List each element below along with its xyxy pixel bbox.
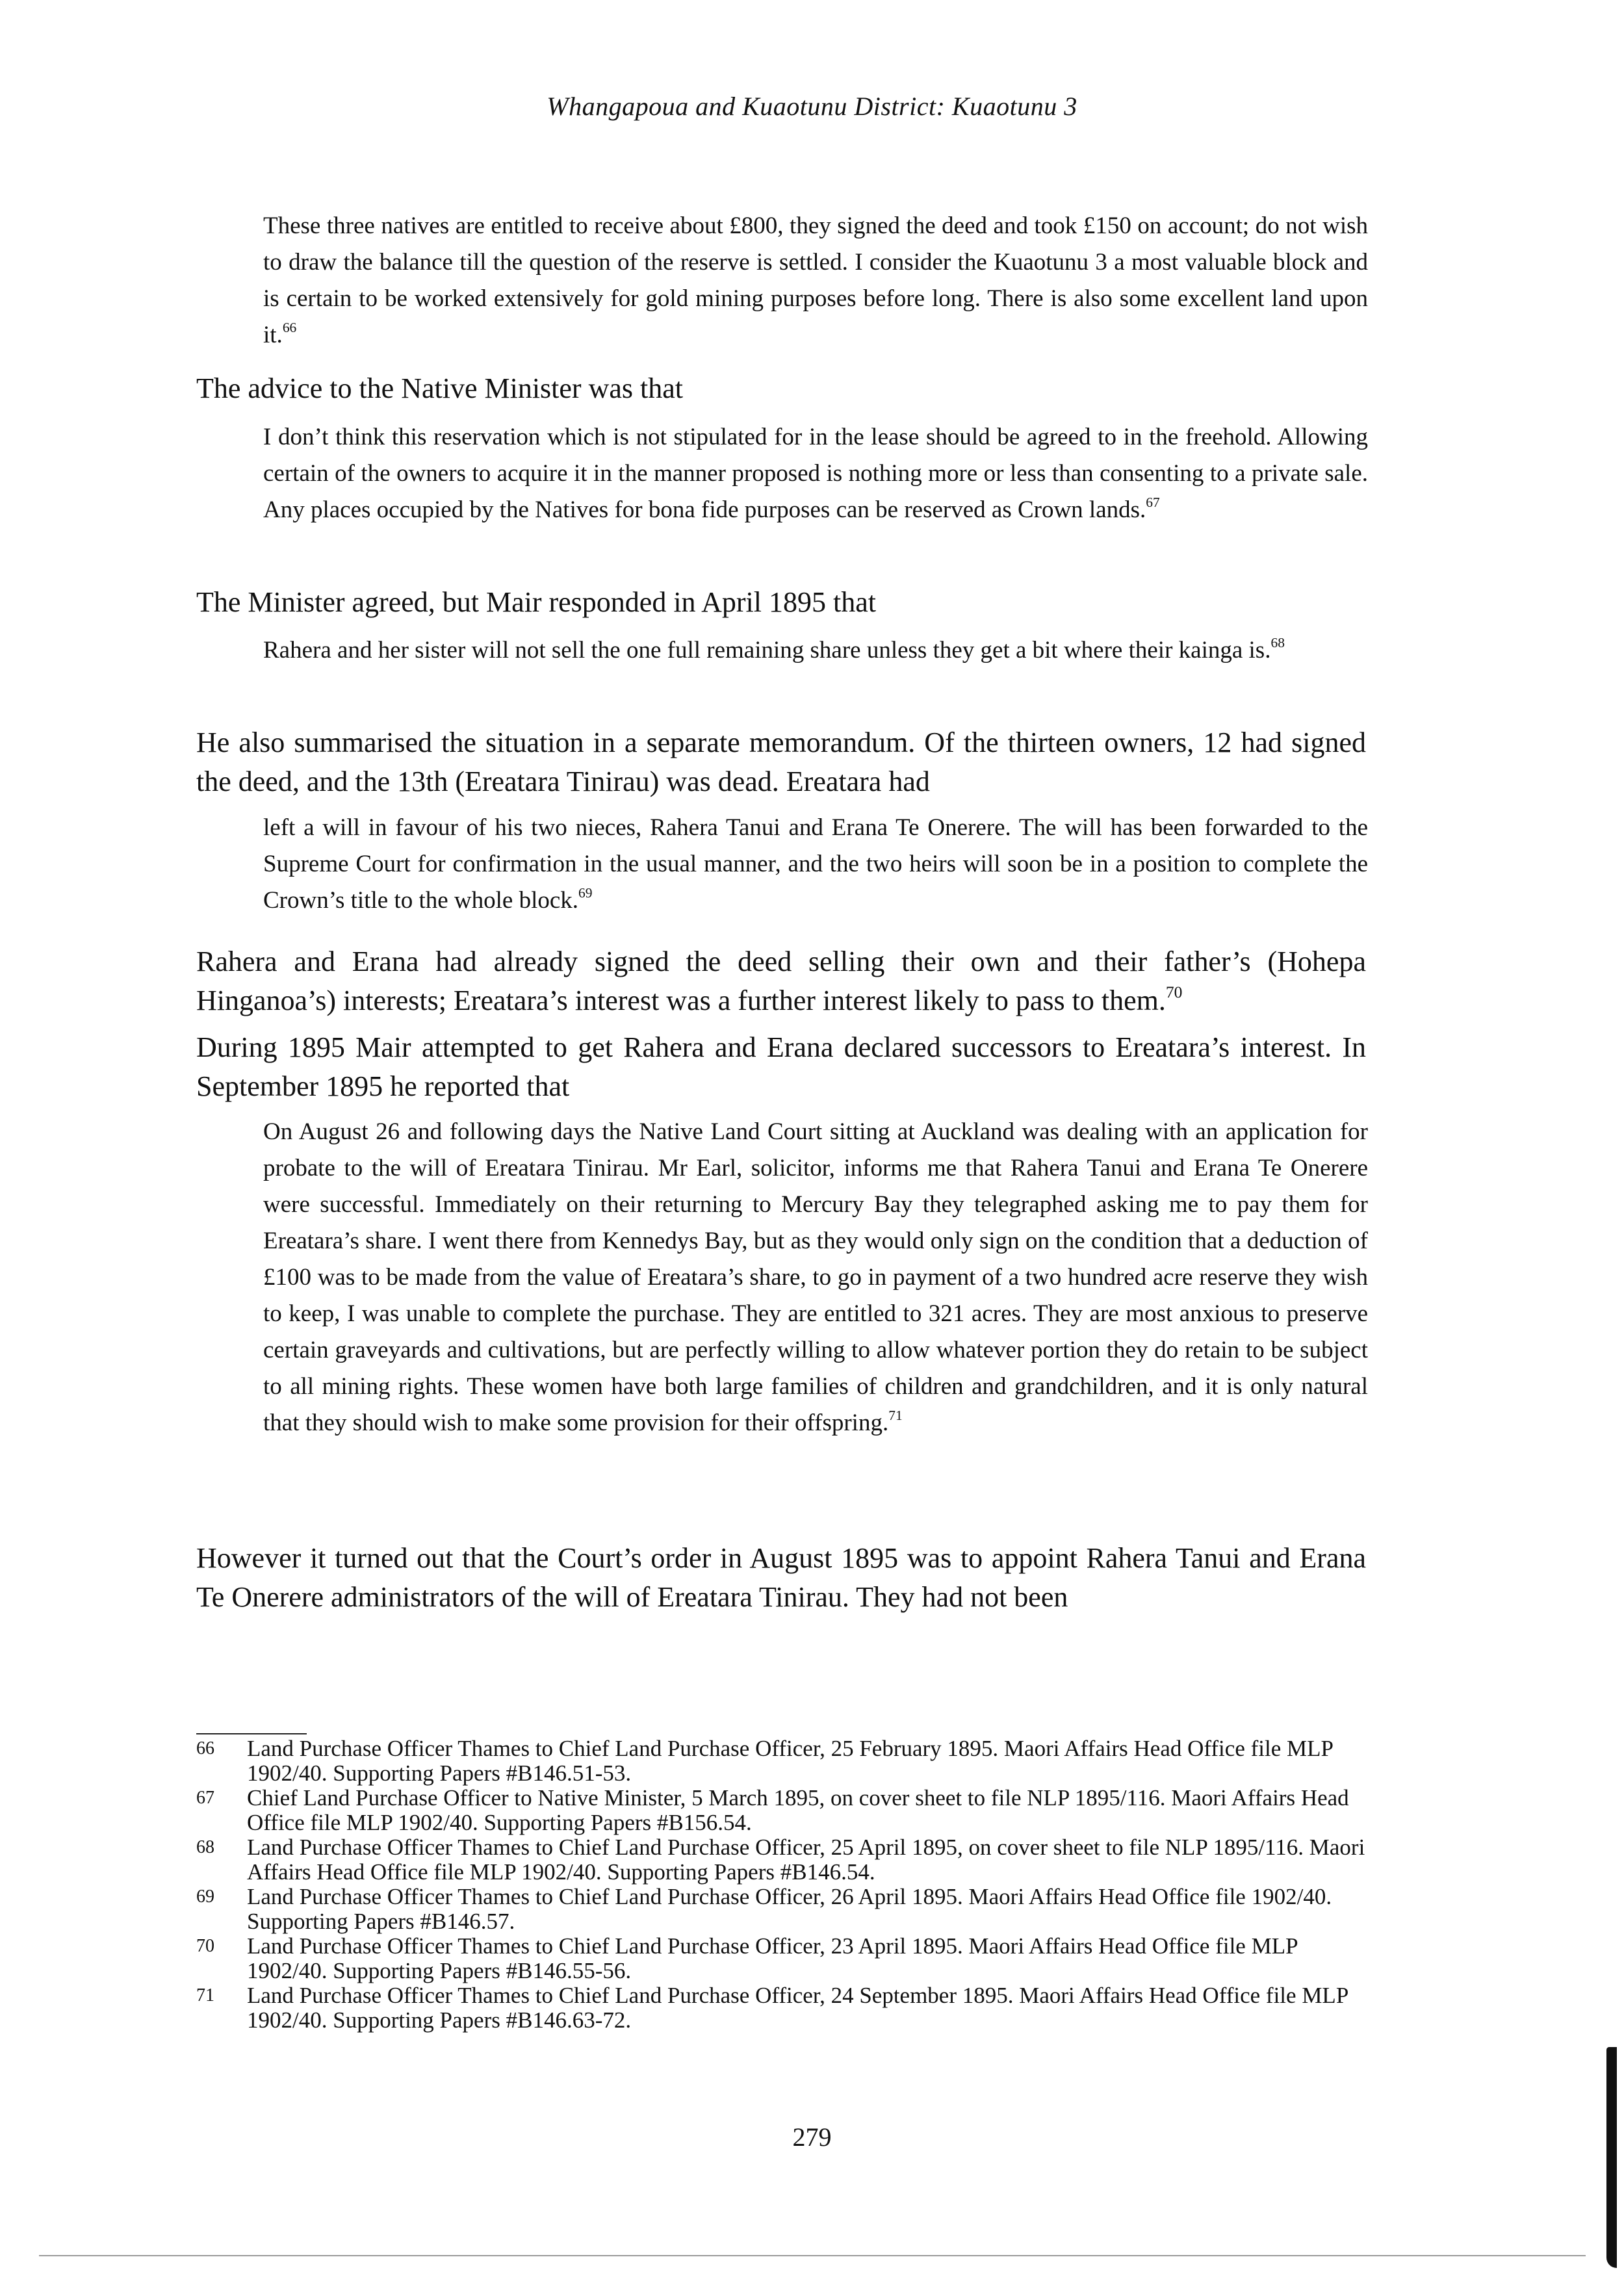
paragraph-text: The Minister agreed, but Mair responded in April 1895 that <box>196 586 876 618</box>
paragraph-4 <box>196 942 1366 1020</box>
page-number <box>0 2122 1624 2152</box>
running-title: Whangapoua and Kuaotunu District: Kuaotunu 3 <box>547 92 1077 121</box>
paragraph-text: Rahera and Erana had already signed the deed selling their own and their father’s (Hohepa Hinganoa’s) interests; Ereatara’s interest was a further interest likely to pass to them. <box>196 946 1366 1016</box>
footnote-71 <box>196 1983 1366 2033</box>
footnote-number: 68 <box>196 1837 214 1857</box>
footnote-69 <box>196 1885 1366 1934</box>
footnote-70 <box>196 1934 1366 1983</box>
footnote-ref[interactable]: 71 <box>888 1407 903 1423</box>
footnote-68 <box>196 1835 1366 1885</box>
footnote-66 <box>196 1736 1366 1786</box>
footnote-text: Land Purchase Officer Thames to Chief Land Purchase Officer, 23 April 1895. Maori Affairs Head Office file MLP 1902/40. Supporting Papers #B146.55-56. <box>247 1933 1298 1983</box>
block-quote-4 <box>263 810 1368 919</box>
paragraph-text: However it turned out that the Court’s order in August 1895 was to appoint Rahera Tanui and Erana Te Onerere administrators of the will of Ereatara Tinirau. They had not been <box>196 1542 1366 1613</box>
block-quote-text: On August 26 and following days the Native Land Court sitting at Auckland was dealing with an application for probate to the will of Ereatara Tinirau. Mr Earl, solicitor, informs me that Rahera Tanui and Erana Te Onerere were successful. Immediately on their returning to Mercury Bay they telegraphed asking me to pay them for Ereatara’s share. I went there from Kennedys Bay, but as they would only sign on the condition that a deduction of £100 was to be made from the value of Ereatara’s share, to go in payment of a two hundred acre reserve they wish to keep, I was unable to complete the purchase. They are entitled to 321 acres. They are most anxious to preserve certain graveyards and cultivations, but are perfectly willing to allow whatever portion they do retain to be subject to all mining rights. These women have both large families of children and grandchildren, and it is only natural that they should wish to make some provision for their offspring. <box>263 1118 1368 1436</box>
block-quote-text: I don’t think this reservation which is not stipulated for in the lease should be agreed to in the freehold. Allowing certain of the owners to acquire it in the manner proposed is nothing more or less than consenting to a private sale. Any places occupied by the Natives for bona fide purposes can be reserved as Crown lands. <box>263 424 1368 523</box>
block-quote-text: Rahera and her sister will not sell the one full remaining share unless they get a bit where their kainga is. <box>263 637 1271 664</box>
footnote-text: Land Purchase Officer Thames to Chief Land Purchase Officer, 24 September 1895. Maori Affairs Head Office file MLP 1902/40. Supporting Papers #B146.63-72. <box>247 1983 1348 2033</box>
block-quote-5 <box>263 1114 1368 1441</box>
block-quote-text: These three natives are entitled to receive about £800, they signed the deed and took £150 on account; do not wish to draw the balance till the question of the reserve is settled. I consider the Kuaotunu 3 a most valuable block and is certain to be worked extensively for gold mining purposes before long. There is also some excellent land upon it. <box>263 213 1368 348</box>
scan-edge-line <box>39 2255 1586 2256</box>
footnote-number: 66 <box>196 1738 214 1759</box>
footnote-text: Land Purchase Officer Thames to Chief Land Purchase Officer, 26 April 1895. Maori Affairs Head Office file 1902/40. Supporting Papers #B146.57. <box>247 1884 1332 1934</box>
running-header <box>0 91 1624 122</box>
paragraph-3 <box>196 723 1366 801</box>
block-quote-text: left a will in favour of his two nieces, Rahera Tanui and Erana Te Onerere. The will has been forwarded to the Supreme Court for confirmation in the usual manner, and the two heirs will soon be in a position to complete the Crown’s title to the whole block. <box>263 814 1368 914</box>
block-quote-2 <box>263 419 1368 528</box>
footnote-separator <box>196 1733 307 1734</box>
footnote-text: Chief Land Purchase Officer to Native Minister, 5 March 1895, on cover sheet to file NLP 1895/116. Maori Affairs Head Office file MLP 1902/40. Supporting Papers #B156.54. <box>247 1785 1349 1835</box>
footnote-text: Land Purchase Officer Thames to Chief Land Purchase Officer, 25 February 1895. Maori Affairs Head Office file MLP 1902/40. Supporting Papers #B146.51-53. <box>247 1736 1333 1786</box>
block-quote-1 <box>263 208 1368 354</box>
footnotes <box>196 1736 1366 2033</box>
block-quote-3 <box>263 632 1368 669</box>
footnote-67 <box>196 1786 1366 1835</box>
scan-edge-shadow <box>1606 2047 1617 2268</box>
footnote-ref[interactable]: 70 <box>1165 982 1183 1001</box>
footnote-number: 67 <box>196 1788 214 1808</box>
page-number-text: 279 <box>792 2122 832 2152</box>
footnote-ref[interactable]: 69 <box>578 884 593 901</box>
footnote-number: 69 <box>196 1887 214 1907</box>
paragraph-text: During 1895 Mair attempted to get Rahera and Erana declared successors to Ereatara’s interest. In September 1895 he reported that <box>196 1031 1366 1102</box>
footnote-ref[interactable]: 67 <box>1146 494 1160 510</box>
footnote-number: 71 <box>196 1985 214 2005</box>
paragraph-text: He also summarised the situation in a separate memorandum. Of the thirteen owners, 12 had signed the deed, and the 13th (Ereatara Tinirau) was dead. Ereatara had <box>196 727 1366 797</box>
paragraph-6 <box>196 1539 1366 1617</box>
footnote-ref[interactable]: 68 <box>1270 634 1285 651</box>
footnote-text: Land Purchase Officer Thames to Chief Land Purchase Officer, 25 April 1895, on cover sheet to file NLP 1895/116. Maori Affairs Head Office file MLP 1902/40. Supporting Papers #B146.54. <box>247 1835 1365 1885</box>
paragraph-text: The advice to the Native Minister was that <box>196 372 683 404</box>
footnote-number: 70 <box>196 1936 214 1956</box>
paragraph-2 <box>196 583 1366 622</box>
paragraph-1 <box>196 369 1366 408</box>
footnote-ref[interactable]: 66 <box>282 319 297 335</box>
paragraph-5 <box>196 1028 1366 1106</box>
